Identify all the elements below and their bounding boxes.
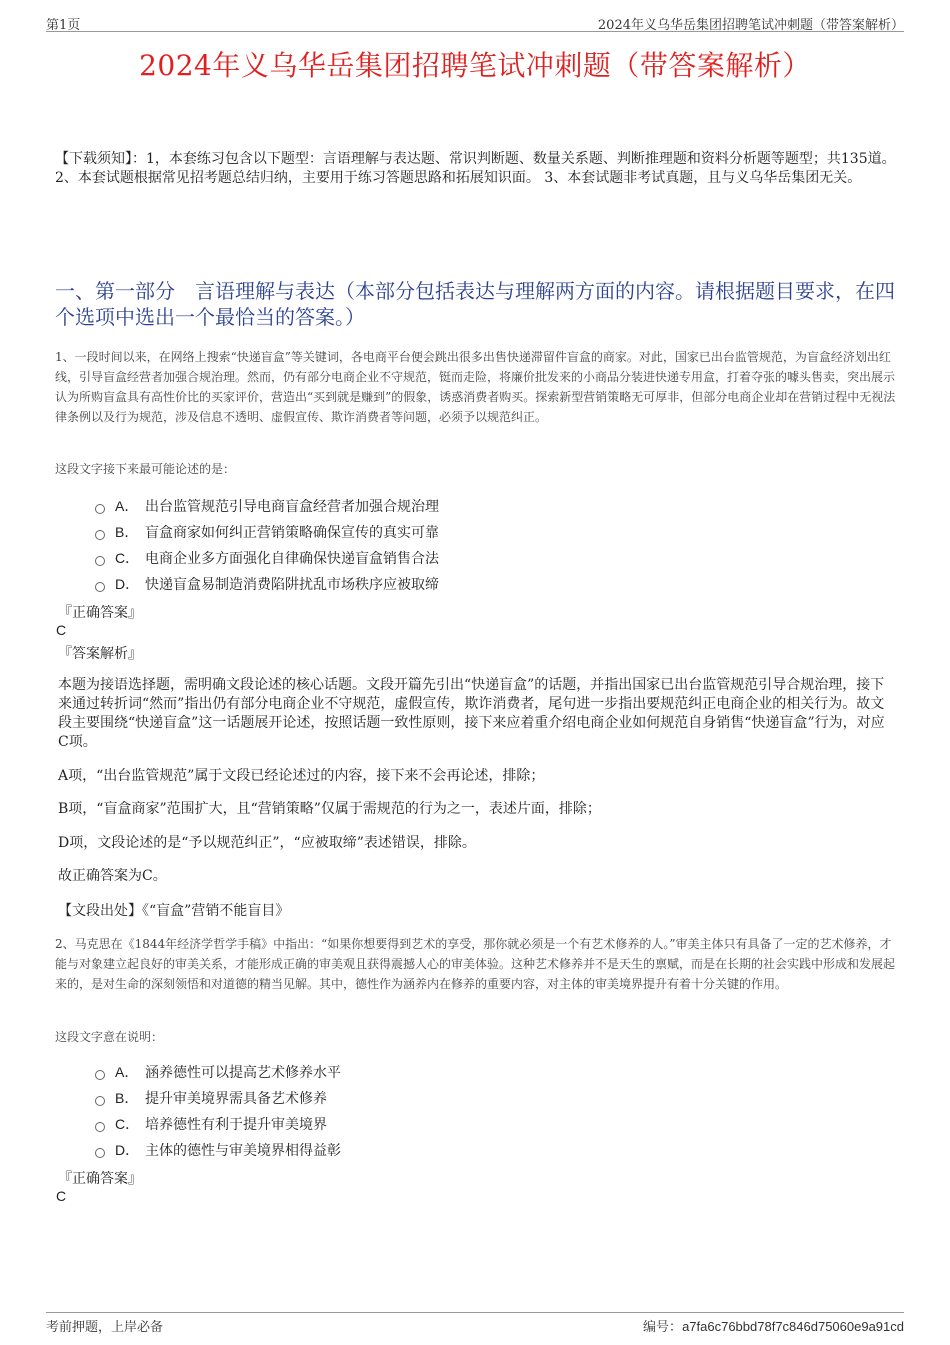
radio-icon[interactable] [95, 556, 105, 566]
question-1-prompt: 这段文字接下来最可能论述的是： [55, 462, 236, 476]
question-1-option-d[interactable]: D． 快递盲盒易制造消费陷阱扰乱市场秩序应被取缔 [95, 571, 439, 597]
footer-slogan: 考前押题，上岸必备 [46, 1320, 164, 1335]
download-notice: 【下载须知】：1，本套练习包含以下题型：言语理解与表达题、常识判断题、数量关系题、判断推理题和资料分析题等题型；共135道。 2、本套试题根据常见招考题总结归纳，主要用于练习答题思路和拓展知识面。 3、本套试题非考试真题，且与义乌华岳集团无关。 [55, 151, 896, 186]
source-citation: 【文段出处】《“盲盒”营销不能盲目》 [58, 903, 290, 919]
page-footer [46, 1312, 904, 1334]
header-doc-title: 2024年义乌华岳集团招聘笔试冲刺题（带答案解析） [597, 18, 904, 33]
question-1-options [95, 493, 439, 597]
question-2-option-b[interactable]: B． 提升审美境界需具备艺术修养 [95, 1085, 341, 1111]
question-1-analysis-label: 『答案解析』 [58, 646, 142, 662]
question-1-option-c[interactable]: C． 电商企业多方面强化自律确保快递盲盒销售合法 [95, 545, 439, 571]
page-number: 第1页 [46, 18, 81, 33]
question-2-options [95, 1059, 341, 1163]
question-1-analysis: 本题为接语选择题，需明确文段论述的核心话题。文段开篇先引出“快递盲盒”的话题，并指出国家已出台监管规范引导合规治理，接下来通过转折词“然而”指出仍有部分电商企业不守规范，虚假宣传，欺诈消费者，尾句进一步指出要规范纠正电商企业的相关行为。故文段主要围绕“快递盲盒”这一话题展开论述，按照话题一致性原则，接下来应着重介绍电商企业如何规范自身销售“快递盲盒”行为，对应C项。 [58, 677, 885, 750]
question-2-option-d[interactable]: D． 主体的德性与审美境界相得益彰 [95, 1137, 341, 1163]
analysis-conclusion: 故正确答案为C。 [58, 868, 167, 884]
radio-icon[interactable] [95, 1096, 105, 1106]
radio-icon[interactable] [95, 582, 105, 592]
question-1-option-a[interactable]: A． 出台监管规范引导电商盲盒经营者加强合规治理 [95, 493, 439, 519]
radio-icon[interactable] [95, 1070, 105, 1080]
question-2-text: 2、马克思在《1844年经济学哲学手稿》中指出：“如果你想要得到艺术的享受，那你就必须是一个有艺术修养的人。”审美主体只有具备了一定的艺术修养，才能与对象建立起良好的审美关系，才能形成正确的审美观且获得震撼人心的审美体验。这种艺术修养并不是天生的禀赋，而是在长期的社会实践中形成和发展起来的，是对生命的深刻领悟和对道德的精当见解。其中，德性作为涵养内在修养的重要内容，对主体的审美境界提升有着十分关键的作用。 [55, 937, 896, 991]
radio-icon[interactable] [95, 504, 105, 514]
radio-icon[interactable] [95, 1122, 105, 1132]
radio-icon[interactable] [95, 530, 105, 540]
page-header [46, 12, 904, 32]
question-1-answer: C [56, 622, 67, 638]
analysis-line-a: A项，“出台监管规范”属于文段已经论述过的内容，接下来不会再论述，排除； [58, 768, 545, 784]
footer-code: 编号：a7fa6c76bbd78f7c846d75060e9a91cd [643, 1319, 904, 1335]
question-2-answer: C [56, 1188, 67, 1204]
question-1-text: 1、一段时间以来，在网络上搜索“快递盲盒”等关键词，各电商平台便会跳出很多出售快递滞留件盲盒的商家。对此，国家已出台监管规范，为盲盒经济划出红线，引导盲盒经营者加强合规治理。然而，仍有部分电商企业不守规范，铤而走险，将廉价批发来的小商品分装进快递专用盒，打着夺张的噱头售卖，突出展示认为所购盲盒具有高性价比的买家评价，营造出“买到就是赚到”的假象，诱惑消费者购买。探索新型营销策略无可厚非，但部分电商企业却在营销过程中无视法律条例以及行为规范，涉及信息不透明、虚假宣传、欺诈消费者等问题，必须予以规范纠正。 [55, 350, 896, 424]
question-2-option-c[interactable]: C． 培养德性有利于提升审美境界 [95, 1111, 341, 1137]
question-2-option-a[interactable]: A． 涵养德性可以提高艺术修养水平 [95, 1059, 341, 1085]
question-2-prompt: 这段文字意在说明： [55, 1030, 164, 1044]
radio-icon[interactable] [95, 1148, 105, 1158]
section-title: 一、第一部分 言语理解与表达（本部分包括表达与理解两方面的内容。请根据题目要求，在四个选项中选出一个最恰当的答案。） [55, 279, 895, 329]
question-1-answer-label: 『正确答案』 [58, 605, 142, 621]
question-2-answer-label: 『正确答案』 [58, 1171, 142, 1187]
document-title: 2024年义乌华岳集团招聘笔试冲刺题（带答案解析） [139, 49, 811, 82]
question-1-option-b[interactable]: B． 盲盒商家如何纠正营销策略确保宣传的真实可靠 [95, 519, 439, 545]
analysis-line-d: D项，文段论述的是“予以规范纠正”，“应被取缔”表述错误，排除。 [58, 835, 476, 851]
analysis-line-b: B项，“盲盒商家”范围扩大，且“营销策略”仅属于需规范的行为之一，表述片面，排除； [58, 801, 601, 817]
